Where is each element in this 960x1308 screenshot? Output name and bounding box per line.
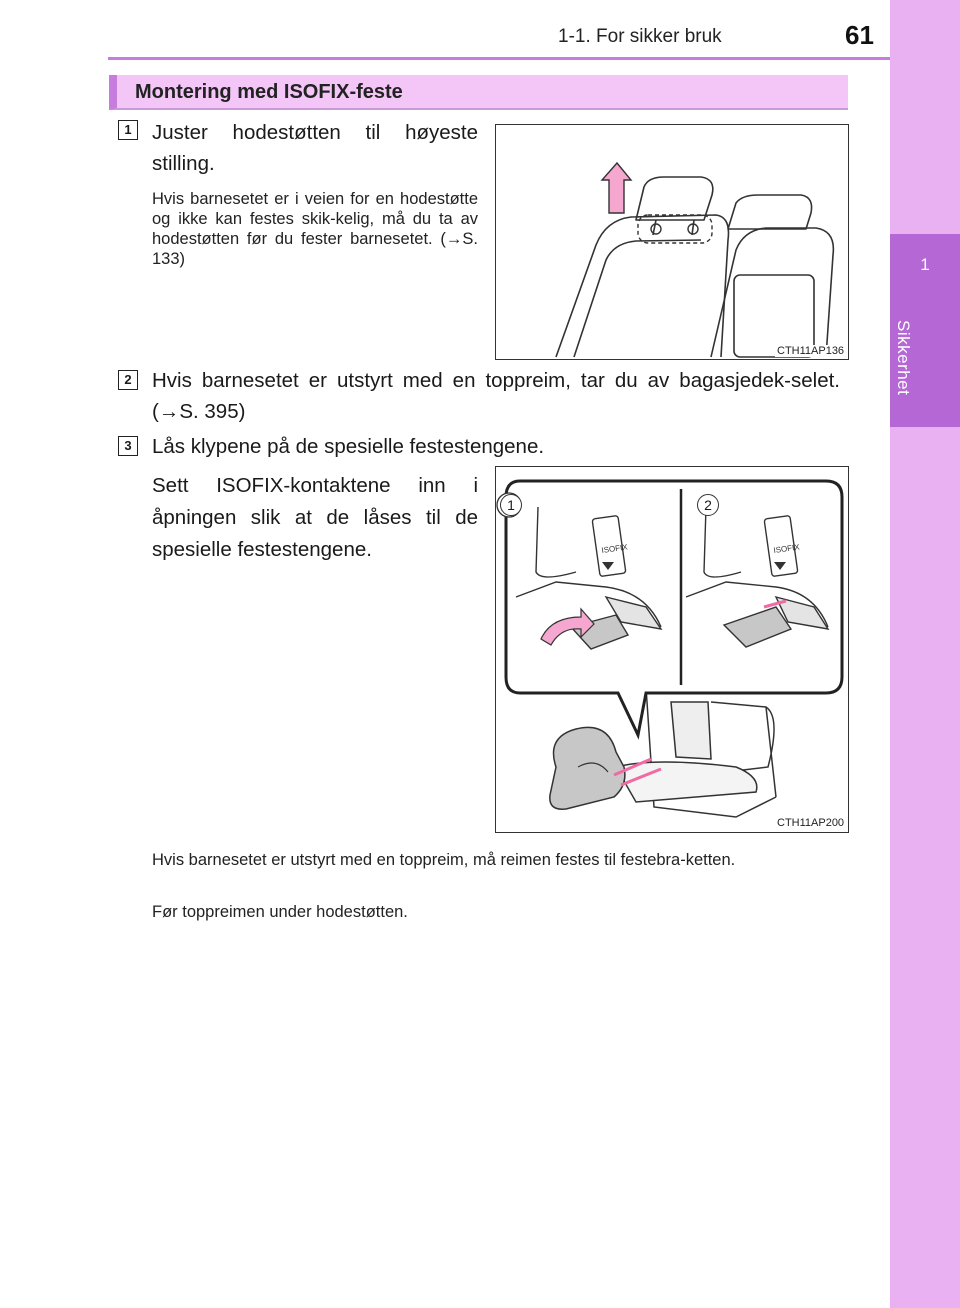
step-3-number: 3 (118, 436, 138, 456)
callout-2: 2 (697, 494, 719, 516)
step-2-text: Hvis barnesetet er utstyrt med en toppreim, tar du av bagasjedek-selet. (→S. 395) (152, 369, 840, 423)
step-1-number: 1 (118, 120, 138, 140)
isofix-label-2: ISOFIX (772, 542, 801, 556)
note-under-headrest: Før toppreimen under hodestøtten. (152, 903, 408, 921)
step-3-subtext: Sett ISOFIX-kontaktene inn i åpningen slik at de låses til de spesielle festestengene. (152, 474, 478, 561)
side-tab (890, 0, 960, 1308)
step-3-text: Lås klypene på de spesielle festestengene. (152, 435, 545, 458)
up-arrow-icon (602, 163, 631, 213)
isofix-label-1: ISOFIX (600, 542, 629, 556)
figure-headrest (495, 124, 849, 360)
note-top-tether: Hvis barnesetet er utstyrt med en toppreim, må reimen festes til festebra-ketten. (152, 851, 736, 869)
section-title-bar (109, 75, 848, 110)
section-title: Montering med ISOFIX-feste (135, 81, 403, 103)
step-1-note: Hvis barnesetet er i veien for en hodestøtte og ikke kan festes skik-kelig, må du ta av hodestøtten før du fester barnesetet. (→S. 133) (152, 190, 478, 268)
step-1-text: Juster hodestøtten til høyeste stilling. (152, 121, 478, 175)
callout-1: 1 (500, 494, 522, 516)
figure-2-code: CTH11AP200 (777, 817, 845, 829)
child-seat (550, 727, 625, 809)
header-divider (108, 57, 890, 60)
side-tab-label: Sikkerhet (894, 320, 913, 396)
figure-isofix (495, 466, 849, 833)
figure-1-code: CTH11AP136 (777, 345, 845, 357)
page-number: 61 (845, 20, 874, 50)
header-section-title: 1-1. For sikker bruk (558, 26, 722, 47)
headrest-illustration (496, 125, 847, 358)
isofix-illustration (496, 467, 847, 831)
side-tab-number: 1 (920, 255, 930, 274)
step-2-number: 2 (118, 370, 138, 390)
